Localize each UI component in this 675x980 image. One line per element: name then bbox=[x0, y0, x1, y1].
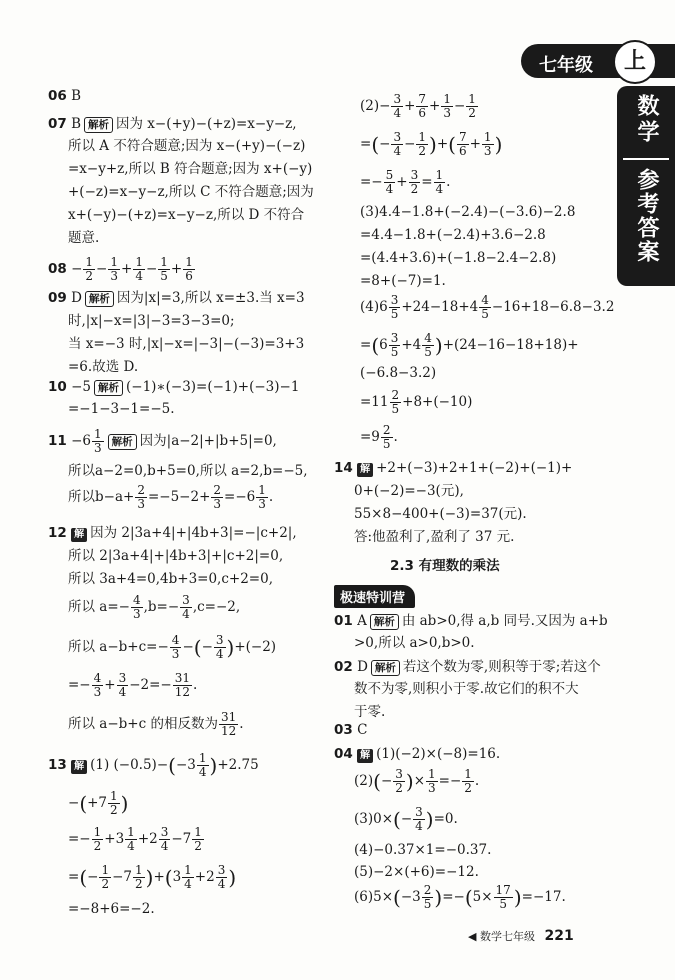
text-line: 题意. bbox=[68, 230, 100, 246]
text-line: >0,所以 a>0,b>0. bbox=[354, 635, 475, 651]
answer-08: 08 − $\frac{1}{2}$ − $\frac{1}{3}$ + $\frac{1}{4}$ − $\frac{1}{5}$ + $\frac{1}{6}$ bbox=[48, 255, 193, 283]
text-line: 所以 a−b+c=− $\frac{4}{3}$ −(− $\frac{3}{4}$ )+(−2) bbox=[68, 633, 277, 661]
text-line: 于零. bbox=[354, 704, 386, 720]
volume-badge: 上 bbox=[613, 40, 657, 84]
training-header: 极速特训营 bbox=[334, 585, 415, 608]
answer-04: 04 解 (1)(−2)×(−8)=16. bbox=[334, 746, 501, 762]
text-line: 当 x=−3 时,|x|−x=|−3|−(−3)=3+3 bbox=[68, 336, 305, 352]
text-line: =−1−3−1=−5. bbox=[68, 401, 175, 417]
text-line: =x−y+z,所以 B 符合题意;因为 x+(−y) bbox=[68, 161, 313, 177]
answer-01: 01 A 解析 由 ab>0,得 a,b 同号.又因为 a+b bbox=[334, 613, 608, 629]
text-line: (2)− $\frac{3}{4}$ + $\frac{7}{6}$ + $\frac{1}{3}$ − $\frac{1}{2}$ bbox=[360, 92, 476, 120]
text-line: 55×8−400+(−3)=37(元). bbox=[354, 506, 527, 522]
answer-03: 03 C bbox=[334, 722, 368, 738]
answer-12: 12 解 因为 2|3a+4|+|4b+3|=−|c+2|, bbox=[48, 525, 297, 541]
text-line: =− $\frac{1}{2}$ +3 $\frac{1}{4}$ +2 $\frac{3}{4}$ −7 $\frac{1}{2}$ bbox=[68, 825, 202, 853]
jiexi-badge: 解析 bbox=[84, 117, 113, 133]
jiexi-badge: 解析 bbox=[85, 291, 114, 307]
jiexi-badge: 解析 bbox=[370, 614, 399, 630]
jie-badge: 解 bbox=[71, 760, 87, 774]
jiexi-badge: 解析 bbox=[108, 434, 137, 450]
text-line: 答:他盈利了,盈利了 37 元. bbox=[354, 529, 515, 545]
text-line: 所以 a=− $\frac{4}{3}$ ,b=− $\frac{3}{4}$ ,c=−2, bbox=[68, 593, 241, 621]
page-number: 221 bbox=[544, 928, 574, 944]
jiexi-badge: 解析 bbox=[94, 380, 123, 396]
subject-label: 数学 bbox=[634, 94, 659, 146]
grade-label: 七年级 bbox=[539, 55, 593, 76]
text-line: (6)5×(−3 $\frac{2}{5}$ )=−(5× $\frac{17}{5}$ )=−17. bbox=[354, 883, 566, 911]
section-label: 参考答案 bbox=[634, 168, 659, 264]
text-line: =(− $\frac{3}{4}$ − $\frac{1}{2}$ )+( $\frac{7}{6}$ + $\frac{1}{3}$ ) bbox=[360, 130, 503, 158]
jie-badge: 解 bbox=[357, 749, 373, 763]
footer bbox=[468, 928, 574, 944]
text-line: =− $\frac{4}{3}$ + $\frac{3}{4}$ −2=− $\frac{31}{12}$ . bbox=[68, 671, 198, 699]
text-line: (4)6 $\frac{3}{5}$ +24−18+4 $\frac{4}{5}$ −16+18−6.8−3.2 bbox=[360, 293, 615, 321]
answer-14: 14 解 +2+(−3)+2+1+(−2)+(−1)+ bbox=[334, 460, 573, 476]
text-line: (−6.8−3.2) bbox=[360, 365, 437, 381]
text-line: =− $\frac{5}{4}$ + $\frac{3}{2}$ = $\frac{1}{4}$ . bbox=[360, 168, 451, 196]
footer-text: 数学七年级 bbox=[479, 930, 535, 943]
text-line: 所以 a−b+c 的相反数为 $\frac{31}{12}$ . bbox=[68, 710, 244, 738]
section-title: 2.3 有理数的乘法 bbox=[390, 558, 500, 574]
answer-06: 06 B bbox=[48, 88, 82, 104]
text-line: 0+(−2)=−3(元), bbox=[354, 483, 464, 499]
text-line: =(4.4+3.6)+(−1.8−2.4−2.8) bbox=[360, 250, 557, 266]
text-line: =4.4−1.8+(−2.4)+3.6−2.8 bbox=[360, 227, 546, 243]
text-line: (4)−0.37×1=−0.37. bbox=[354, 842, 492, 858]
text-line: +(−z)=x−y−z,所以 C 不符合题意;因为 bbox=[68, 184, 314, 200]
text-line: (5)−2×(+6)=−12. bbox=[354, 864, 479, 880]
text-line: −(+7 $\frac{1}{2}$ ) bbox=[68, 789, 129, 817]
jiexi-badge: 解析 bbox=[371, 660, 400, 676]
text-line: 所以a−2=0,b+5=0,所以 a=2,b=−5, bbox=[68, 463, 308, 479]
text-line: =6.故选 D. bbox=[68, 359, 139, 375]
text-line: =(6 $\frac{3}{5}$ +4 $\frac{4}{5}$ )+(24−16−18+18)+ bbox=[360, 331, 579, 359]
text-line: =8+(−7)=1. bbox=[360, 273, 446, 289]
text-line: 所以 3a+4=0,4b+3=0,c+2=0, bbox=[68, 571, 273, 587]
answer-10: 10 −5 解析 (−1)∗(−3)=(−1)+(−3)−1 bbox=[48, 379, 300, 395]
text-line: 所以b−a+ $\frac{2}{3}$ =−5−2+ $\frac{2}{3}$ =−6 $\frac{1}{3}$ . bbox=[68, 483, 274, 511]
text-line: =(− $\frac{1}{2}$ −7 $\frac{1}{2}$ )+(3 $\frac{1}{4}$ +2 $\frac{3}{4}$ ) bbox=[68, 863, 237, 891]
answer-02: 02 D 解析 若这个数为零,则积等于零;若这个 bbox=[334, 659, 601, 675]
text-line: =9 $\frac{2}{5}$ . bbox=[360, 423, 398, 451]
text-line: x+(−y)−(+z)=x−y−z,所以 D 不符合 bbox=[68, 207, 305, 223]
side-divider bbox=[623, 158, 669, 160]
answer-09: 09 D 解析 因为|x|=3,所以 x=±3.当 x=3 bbox=[48, 290, 305, 306]
text-line: =−8+6=−2. bbox=[68, 901, 155, 917]
side-tab bbox=[617, 86, 675, 286]
jie-badge: 解 bbox=[357, 463, 373, 477]
answer-11: 11 −6 $\frac{1}{3}$ 解析 因为|a−2|+|b+5|=0, bbox=[48, 427, 277, 455]
text-line: 数不为零,则积小于零.故它们的积不大 bbox=[354, 681, 579, 697]
arrow-left-icon: ◀ bbox=[468, 930, 477, 943]
text-line: (3)0×(− $\frac{3}{4}$ )=0. bbox=[354, 805, 458, 833]
jie-badge: 解 bbox=[71, 528, 87, 542]
answer-07: 07 B 解析 因为 x−(+y)−(+z)=x−y−z, bbox=[48, 116, 297, 132]
text-line: =11 $\frac{2}{5}$ +8+(−10) bbox=[360, 388, 473, 416]
text-line: 所以 A 不符合题意;因为 x−(+y)−(−z) bbox=[68, 138, 306, 154]
text-line: (2)(− $\frac{3}{2}$ )× $\frac{1}{3}$ =− $\frac{1}{2}$ . bbox=[354, 767, 480, 795]
answer-13: 13 解 (1) (−0.5)−(−3 $\frac{1}{4}$ )+2.75 bbox=[48, 751, 259, 779]
grade-tab bbox=[521, 44, 675, 78]
text-line: 时,|x|−x=|3|−3=3−3=0; bbox=[68, 313, 235, 329]
text-line: (3)4.4−1.8+(−2.4)−(−3.6)−2.8 bbox=[360, 204, 576, 220]
text-line: 所以 2|3a+4|+|4b+3|+|c+2|=0, bbox=[68, 548, 284, 564]
